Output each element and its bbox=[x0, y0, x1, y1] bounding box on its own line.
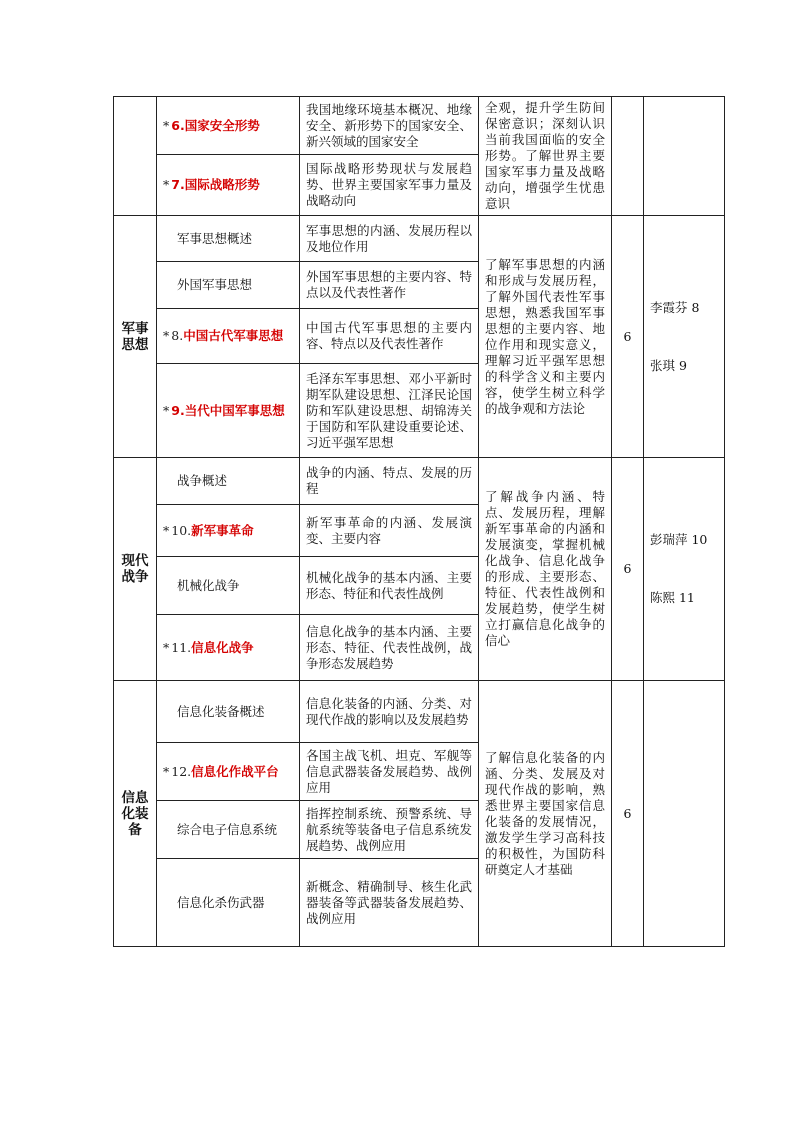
table-row bbox=[114, 458, 725, 505]
topic-cell: * 6.国家安全形势 bbox=[157, 97, 300, 155]
content-cell: 指挥控制系统、预警系统、导航系统等装备电子信息系统发展趋势、战例应用 bbox=[300, 801, 479, 859]
unit-label: 信息化装备 bbox=[114, 681, 157, 947]
topic-cell: 军事思想概述 bbox=[157, 216, 300, 262]
unit-cell-empty bbox=[114, 97, 157, 216]
teacher-cell bbox=[644, 458, 725, 681]
teacher-name: 张琪 9 bbox=[650, 357, 687, 373]
table-row bbox=[114, 97, 725, 155]
content-cell: 国际战略形势现状与发展趋势、世界主要国家军事力量及战略动向 bbox=[300, 155, 479, 216]
teacher-cell bbox=[644, 216, 725, 458]
topic-cell: * 8.中国古代军事思想 bbox=[157, 309, 300, 364]
unit-label: 军事思想 bbox=[114, 216, 157, 458]
teacher-name: 李霞芬 8 bbox=[650, 299, 700, 315]
topic-cell: 综合电子信息系统 bbox=[157, 801, 300, 859]
hours-cell: 6 bbox=[612, 216, 644, 458]
hours-cell-empty bbox=[612, 97, 644, 216]
topic-cell: 信息化装备概述 bbox=[157, 681, 300, 743]
table-row bbox=[114, 681, 725, 743]
topic-cell: * 7.国际战略形势 bbox=[157, 155, 300, 216]
topic-cell: 外国军事思想 bbox=[157, 262, 300, 309]
hours-cell: 6 bbox=[612, 681, 644, 947]
course-syllabus-table bbox=[113, 96, 725, 947]
topic-cell: 机械化战争 bbox=[157, 557, 300, 615]
content-cell: 中国古代军事思想的主要内容、特点以及代表性著作 bbox=[300, 309, 479, 364]
content-cell: 信息化装备的内涵、分类、对现代作战的影响以及发展趋势 bbox=[300, 681, 479, 743]
topic-cell: * 12.信息化作战平台 bbox=[157, 743, 300, 801]
content-cell: 新军事革命的内涵、发展演变、主要内容 bbox=[300, 505, 479, 557]
teacher-name: 陈熙 11 bbox=[650, 590, 695, 605]
content-cell: 信息化战争的基本内涵、主要形态、特征、代表性战例，战争形态发展趋势 bbox=[300, 615, 479, 681]
teacher-cell-empty bbox=[644, 97, 725, 216]
content-cell: 军事思想的内涵、发展历程以及地位作用 bbox=[300, 216, 479, 262]
table-row bbox=[114, 216, 725, 262]
content-cell: 新概念、精确制导、核生化武器装备等武器装备发展趋势、战例应用 bbox=[300, 859, 479, 947]
content-cell: 机械化战争的基本内涵、主要形态、特征和代表性战例 bbox=[300, 557, 479, 615]
goal-cell: 了解信息化装备的内涵、分类、发展及对现代作战的影响，熟悉世界主要国家信息化装备的发展情况，激发学生学习高科技的积极性，为国防科研奠定人才基础 bbox=[479, 681, 612, 947]
content-cell: 各国主战飞机、坦克、军舰等信息武器装备发展趋势、战例应用 bbox=[300, 743, 479, 801]
topic-cell: * 10.新军事革命 bbox=[157, 505, 300, 557]
content-cell: 毛泽东军事思想、邓小平新时期军队建设思想、江泽民论国防和军队建设思想、胡锦涛关于国防和军队建设重要论述、习近平强军思想 bbox=[300, 364, 479, 458]
topic-cell: * 11.信息化战争 bbox=[157, 615, 300, 681]
teacher-name: 彭瑞萍 10 bbox=[650, 532, 708, 547]
teacher-cell-empty bbox=[644, 681, 725, 947]
goal-cell: 了解军事思想的内涵和形成与发展历程，了解外国代表性军事思想，熟悉我国军事思想的主要内容、地位作用和现实意义，理解习近平强军思想的科学含义和主要内容，使学生树立科学的战争观和方法论 bbox=[479, 216, 612, 458]
content-cell: 战争的内涵、特点、发展的历程 bbox=[300, 458, 479, 505]
topic-cell: * 9.当代中国军事思想 bbox=[157, 364, 300, 458]
content-cell: 外国军事思想的主要内容、特点以及代表性著作 bbox=[300, 262, 479, 309]
hours-cell: 6 bbox=[612, 458, 644, 681]
topic-cell: 信息化杀伤武器 bbox=[157, 859, 300, 947]
topic-cell: 战争概述 bbox=[157, 458, 300, 505]
content-cell: 我国地缘环境基本概况、地缘安全、新形势下的国家安全、新兴领域的国家安全 bbox=[300, 97, 479, 155]
unit-label: 现代战争 bbox=[114, 458, 157, 681]
goal-cell: 全观，提升学生防间保密意识；深刻认识当前我国面临的安全形势。了解世界主要国家军事力量及战略动向，增强学生忧患意识 bbox=[479, 97, 612, 216]
goal-cell: 了解战争内涵、特点、发展历程，理解新军事革命的内涵和发展演变，掌握机械化战争、信息化战争的形成、主要形态、特征、代表性战例和发展趋势，使学生树立打赢信息化战争的信心 bbox=[479, 458, 612, 681]
